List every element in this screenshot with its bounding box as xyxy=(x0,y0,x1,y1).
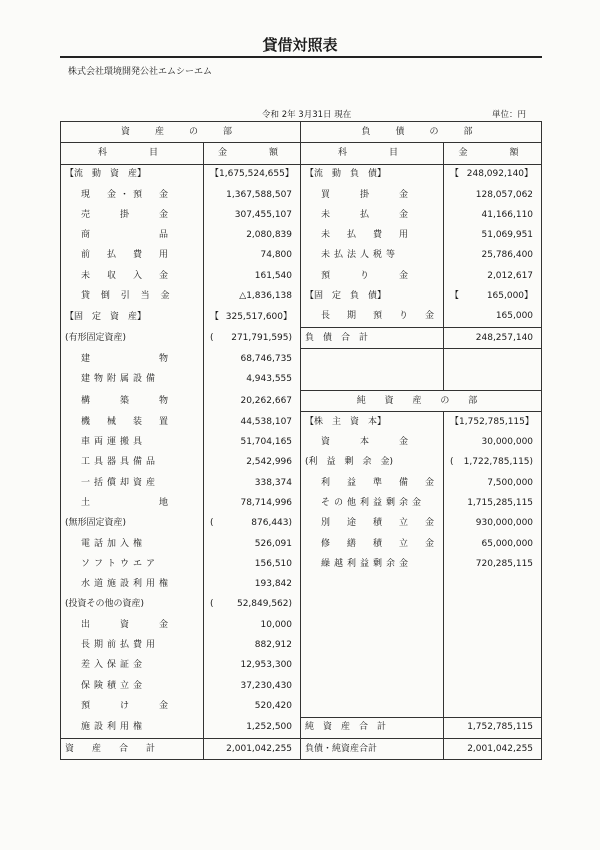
liability-label: 未払法人税等 xyxy=(301,246,444,266)
title-underline xyxy=(60,56,542,58)
table-row xyxy=(61,432,542,452)
liability-amount: 30,000,000 xyxy=(444,432,542,452)
asset-label: 【流 動 資 産】 xyxy=(61,164,204,185)
empty-cell xyxy=(444,370,542,391)
amount-value: 1,752,785,115】 xyxy=(459,416,534,427)
asset-label: 前 払 費 用 xyxy=(61,246,204,266)
liability-amount: 1,715,285,115 xyxy=(444,493,542,513)
liability-amount: 51,069,951 xyxy=(444,225,542,245)
liability-label: 利 益 準 備 金 xyxy=(301,473,444,493)
subject-header: 科 目 xyxy=(301,143,444,164)
asset-amount: 51,704,165 xyxy=(204,432,301,452)
asset-label: 機 械 装 置 xyxy=(61,412,204,433)
asset-amount: 307,455,107 xyxy=(204,205,301,225)
asset-label: (投資その他の資産) xyxy=(61,595,204,615)
liability-label: 繰越利益剰余金 xyxy=(301,554,444,574)
liability-label: 修 繕 積 立 金 xyxy=(301,534,444,554)
asset-label: 一括償却資産 xyxy=(61,473,204,493)
table-row xyxy=(61,595,542,615)
table-row xyxy=(61,205,542,225)
liability-amount: 165,000 xyxy=(444,307,542,328)
amount-header: 金 額 xyxy=(204,143,301,164)
bracket-open: ( xyxy=(450,457,454,468)
document-title: 貸借対照表 xyxy=(262,36,338,54)
asset-amount: 37,230,430 xyxy=(204,676,301,696)
amount-header: 金 額 xyxy=(444,143,542,164)
asset-label: 電話加入権 xyxy=(61,534,204,554)
asset-label: 現 金・預 金 xyxy=(61,185,204,205)
assets-section-header: 資 産 の 部 xyxy=(61,122,301,143)
asset-label: 貸 倒 引 当 金 xyxy=(61,286,204,306)
amount-value: 876,443) xyxy=(251,518,293,529)
empty-cell xyxy=(444,635,542,655)
asset-label: 土 地 xyxy=(61,493,204,513)
bracket-open: ( xyxy=(210,518,214,529)
bracket-open: 【 xyxy=(210,169,220,180)
empty-cell xyxy=(444,696,542,717)
asset-label: 建物附属設備 xyxy=(61,370,204,391)
asset-label: 売 掛 金 xyxy=(61,205,204,225)
asset-amount: 12,953,300 xyxy=(204,656,301,676)
asset-label: (有形固定資産) xyxy=(61,327,204,348)
liability-label: 預 り 金 xyxy=(301,266,444,286)
table-row xyxy=(61,676,542,696)
table-row xyxy=(61,738,542,759)
table-row xyxy=(61,390,542,411)
table-row xyxy=(61,493,542,513)
table-row xyxy=(61,575,542,595)
amount-value: 248,092,140】 xyxy=(466,169,534,180)
liability-amount: 930,000,000 xyxy=(444,514,542,534)
asset-label: 預 け 金 xyxy=(61,696,204,717)
asset-amount: 74,800 xyxy=(204,246,301,266)
asset-amount: 4,943,555 xyxy=(204,370,301,391)
table-row xyxy=(61,696,542,717)
asset-label: 車両運搬具 xyxy=(61,432,204,452)
bracket-open: ( xyxy=(210,332,214,343)
bracket-open: ( xyxy=(210,599,214,610)
table-row xyxy=(61,349,542,370)
empty-cell xyxy=(301,349,444,370)
liability-amount xyxy=(444,164,542,185)
empty-cell xyxy=(301,635,444,655)
asset-amount: 882,912 xyxy=(204,635,301,655)
table-row xyxy=(61,717,542,738)
table-row xyxy=(61,453,542,473)
bracket-open: 【 xyxy=(450,169,460,180)
amount-value: 271,791,595) xyxy=(231,332,293,343)
asset-label: 工具器具備品 xyxy=(61,453,204,473)
asset-label: 施設利用権 xyxy=(61,717,204,738)
liability-amount: 41,166,110 xyxy=(444,205,542,225)
asset-label: (無形固定資産) xyxy=(61,514,204,534)
liability-label: 【固 定 負 債】 xyxy=(301,286,444,306)
asset-amount: 161,540 xyxy=(204,266,301,286)
liability-amount: 128,057,062 xyxy=(444,185,542,205)
asset-label: 長期前払費用 xyxy=(61,635,204,655)
table-row xyxy=(61,412,542,433)
asset-amount xyxy=(204,307,301,328)
asset-label: 建 物 xyxy=(61,349,204,370)
asset-amount xyxy=(204,595,301,615)
subject-header: 科 目 xyxy=(61,143,204,164)
table-row xyxy=(61,307,542,328)
asset-amount: 526,091 xyxy=(204,534,301,554)
asset-amount: △1,836,138 xyxy=(204,286,301,306)
asset-amount: 520,420 xyxy=(204,696,301,717)
amount-value: 1,675,524,655】 xyxy=(219,169,294,180)
liability-label: 長 期 預 り 金 xyxy=(301,307,444,328)
liability-label: 未 払 金 xyxy=(301,205,444,225)
empty-cell xyxy=(301,656,444,676)
assets-total-amount: 2,001,042,255 xyxy=(204,738,301,759)
net-assets-section-header: 純 資 産 の 部 xyxy=(301,390,542,411)
table-row xyxy=(61,266,542,286)
table-row xyxy=(61,615,542,635)
amount-value: 52,849,562) xyxy=(236,599,293,610)
amount-value: 165,000】 xyxy=(486,291,534,302)
bracket-open: 【 xyxy=(210,311,220,322)
asset-label: 差入保証金 xyxy=(61,656,204,676)
empty-cell xyxy=(301,575,444,595)
liabilities-section-header: 負 債 の 部 xyxy=(301,122,542,143)
table-row xyxy=(61,327,542,348)
asset-amount: 20,262,667 xyxy=(204,390,301,411)
total-label: 負 債 合 計 xyxy=(301,327,444,348)
liability-label: 資 本 金 xyxy=(301,432,444,452)
liability-label: その他利益剰余金 xyxy=(301,493,444,513)
asset-label: 保険積立金 xyxy=(61,676,204,696)
assets-total-label: 資 産 合 計 xyxy=(61,738,204,759)
table-row xyxy=(61,225,542,245)
asset-amount: 1,367,588,507 xyxy=(204,185,301,205)
empty-cell xyxy=(301,595,444,615)
amount-value: 1,722,785,115) xyxy=(463,457,534,468)
liability-amount: 720,285,115 xyxy=(444,554,542,574)
liability-amount: 2,012,617 xyxy=(444,266,542,286)
report-date: 令和 2年 3月31日 現在 xyxy=(262,110,352,120)
asset-amount: 338,374 xyxy=(204,473,301,493)
total-amount: 1,752,785,115 xyxy=(444,717,542,738)
table-row xyxy=(61,122,542,143)
bracket-open: 【 xyxy=(450,291,460,302)
empty-cell xyxy=(444,676,542,696)
asset-label: 未 収 入 金 xyxy=(61,266,204,286)
liability-label: 買 掛 金 xyxy=(301,185,444,205)
liability-label: 【株 主 資 本】 xyxy=(301,412,444,433)
table-row xyxy=(61,554,542,574)
liability-amount xyxy=(444,286,542,306)
empty-cell xyxy=(444,575,542,595)
company-name: 株式会社環境開発公社エムシーエム xyxy=(68,67,213,77)
empty-cell xyxy=(444,595,542,615)
asset-label: 商 品 xyxy=(61,225,204,245)
amount-value: 325,517,600】 xyxy=(225,311,293,322)
table-row xyxy=(61,473,542,493)
asset-amount: 10,000 xyxy=(204,615,301,635)
asset-label: ソフトウエア xyxy=(61,554,204,574)
table-row xyxy=(61,370,542,391)
asset-label: 【固 定 資 産】 xyxy=(61,307,204,328)
liability-label: (利 益 剰 余 金) xyxy=(301,453,444,473)
asset-amount: 156,510 xyxy=(204,554,301,574)
asset-amount: 193,842 xyxy=(204,575,301,595)
asset-amount xyxy=(204,327,301,348)
empty-cell xyxy=(301,370,444,391)
liability-amount xyxy=(444,453,542,473)
empty-cell xyxy=(444,656,542,676)
total-amount: 248,257,140 xyxy=(444,327,542,348)
liability-label: 【流 動 負 債】 xyxy=(301,164,444,185)
balance-sheet-table xyxy=(60,121,542,760)
table-row xyxy=(61,246,542,266)
asset-amount xyxy=(204,514,301,534)
table-row xyxy=(61,534,542,554)
asset-amount: 78,714,996 xyxy=(204,493,301,513)
empty-cell xyxy=(444,615,542,635)
liability-label: 未 払 費 用 xyxy=(301,225,444,245)
table-row xyxy=(61,286,542,306)
asset-amount xyxy=(204,164,301,185)
table-row xyxy=(61,656,542,676)
liability-amount: 65,000,000 xyxy=(444,534,542,554)
bracket-open: 【 xyxy=(450,416,460,427)
liability-amount xyxy=(444,412,542,433)
table-row xyxy=(61,185,542,205)
liab-net-total-amount: 2,001,042,255 xyxy=(444,738,542,759)
table-row xyxy=(61,164,542,185)
liability-amount: 25,786,400 xyxy=(444,246,542,266)
liability-label: 別 途 積 立 金 xyxy=(301,514,444,534)
table-row xyxy=(61,143,542,164)
asset-label: 出 資 金 xyxy=(61,615,204,635)
asset-amount: 2,542,996 xyxy=(204,453,301,473)
table-row xyxy=(61,514,542,534)
liability-amount: 7,500,000 xyxy=(444,473,542,493)
total-label: 純 資 産 合 計 xyxy=(301,717,444,738)
unit-label: 単位：円 xyxy=(492,110,527,120)
table-row xyxy=(61,635,542,655)
asset-amount: 44,538,107 xyxy=(204,412,301,433)
empty-cell xyxy=(301,696,444,717)
asset-amount: 2,080,839 xyxy=(204,225,301,245)
liab-net-total-label: 負債・純資産合計 xyxy=(301,738,444,759)
empty-cell xyxy=(301,615,444,635)
asset-label: 構 築 物 xyxy=(61,390,204,411)
empty-cell xyxy=(444,349,542,370)
asset-label: 水道施設利用権 xyxy=(61,575,204,595)
asset-amount: 1,252,500 xyxy=(204,717,301,738)
asset-amount: 68,746,735 xyxy=(204,349,301,370)
empty-cell xyxy=(301,676,444,696)
